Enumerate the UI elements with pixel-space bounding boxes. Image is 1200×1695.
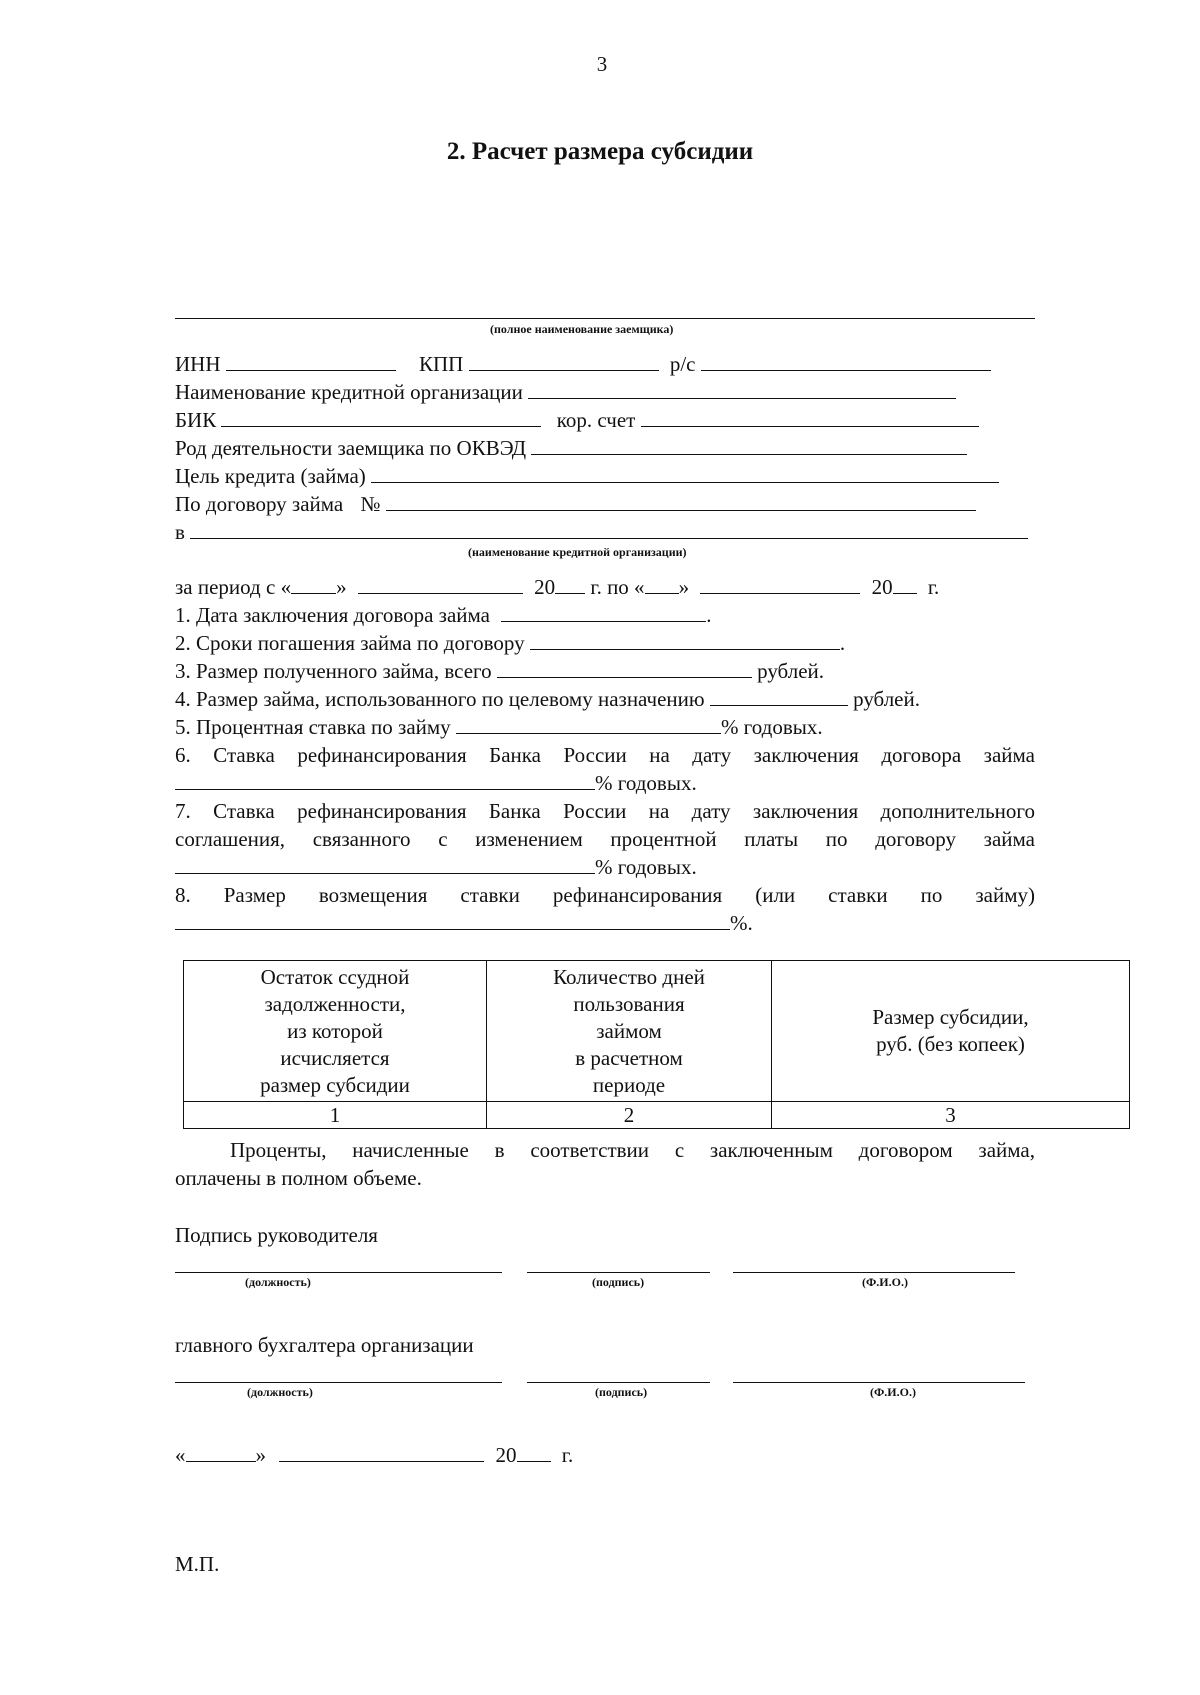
accountant-signature-field[interactable] bbox=[527, 1382, 710, 1383]
contract-row bbox=[175, 492, 976, 517]
table-header-row bbox=[184, 961, 1130, 1102]
head-fio-field[interactable] bbox=[733, 1272, 1015, 1273]
head-position-field[interactable] bbox=[175, 1272, 502, 1273]
item-2-label: 2. Сроки погашения займа по договору bbox=[175, 631, 525, 655]
interest-paid-note-2: оплачены в полном объеме. bbox=[175, 1166, 422, 1190]
bik-field[interactable] bbox=[221, 408, 541, 427]
header-line: в расчетном bbox=[575, 1045, 683, 1070]
head-signature-caption: (подпись) bbox=[592, 1275, 645, 1289]
item-6-field[interactable] bbox=[175, 771, 595, 790]
accountant-fio-caption: (Ф.И.О.) bbox=[870, 1385, 916, 1399]
bank-caption: (наименование кредитной организации) bbox=[468, 545, 687, 559]
item-6-unit: % годовых. bbox=[595, 771, 697, 795]
item-1-field[interactable] bbox=[501, 603, 706, 622]
header-line: Размер субсидии, bbox=[872, 1005, 1029, 1029]
kpp-field[interactable] bbox=[469, 352, 659, 371]
okved-field[interactable] bbox=[531, 436, 967, 455]
accountant-signature-label: главного бухгалтера организации bbox=[175, 1333, 474, 1357]
goal-label: Цель кредита (займа) bbox=[175, 464, 366, 488]
header-line: Остаток ссудной bbox=[260, 964, 410, 989]
item-4-label: 4. Размер займа, использованного по целевому назначению bbox=[175, 687, 705, 711]
kpp-label: КПП bbox=[419, 352, 464, 376]
header-loan-balance bbox=[184, 961, 487, 1102]
period-from-year-field[interactable] bbox=[555, 575, 585, 594]
head-fio-caption: (Ф.И.О.) bbox=[862, 1275, 908, 1289]
date-day-field[interactable] bbox=[186, 1443, 256, 1462]
stamp-place: М.П. bbox=[175, 1552, 220, 1576]
period-end-label: г. bbox=[927, 575, 940, 599]
header-line: задолженности, bbox=[264, 991, 406, 1016]
item-5-field[interactable] bbox=[456, 715, 721, 734]
page-title: 2. Расчет размера субсидии bbox=[446, 138, 754, 165]
inn-row bbox=[175, 352, 991, 377]
item-2: 2. Сроки погашения займа по договору . bbox=[175, 631, 846, 655]
header-line: пользования bbox=[573, 991, 685, 1016]
period-to-day-field[interactable] bbox=[645, 575, 679, 594]
goal-row bbox=[175, 464, 999, 489]
header-line: исчисляется bbox=[280, 1045, 390, 1070]
item-7-unit: % годовых. bbox=[595, 855, 697, 879]
item-4-unit: рублей. bbox=[853, 687, 920, 711]
period-to-month-field[interactable] bbox=[700, 575, 860, 594]
period-to-close-quote: » bbox=[678, 575, 690, 599]
item-6: 6. Ставка рефинансирования Банка России на дату заключения договора займа bbox=[175, 743, 1035, 767]
bank-field[interactable] bbox=[190, 520, 1028, 539]
item-3-unit: рублей. bbox=[757, 659, 825, 683]
header-subsidy-amount bbox=[772, 961, 1130, 1102]
item-2-field[interactable] bbox=[530, 631, 840, 650]
head-signature-label: Подпись руководителя bbox=[175, 1223, 378, 1247]
item-4 bbox=[175, 687, 920, 712]
item-4-field[interactable] bbox=[710, 687, 848, 706]
header-days bbox=[487, 961, 772, 1102]
date-year-field[interactable] bbox=[517, 1443, 551, 1462]
borrower-name-caption: (полное наименование заемщика) bbox=[490, 322, 674, 336]
date-open-quote: « bbox=[175, 1443, 186, 1467]
item-7-line-b: соглашения, связанного с изменением процентной платы по договору займа bbox=[175, 827, 1035, 851]
borrower-name-field[interactable] bbox=[175, 318, 1035, 319]
rs-label: р/с bbox=[669, 352, 696, 376]
header-line: Количество дней bbox=[553, 964, 705, 989]
period-to-year-prefix: 20 bbox=[871, 575, 893, 599]
date-month-field[interactable] bbox=[279, 1443, 484, 1462]
date-year-suffix: г. bbox=[561, 1443, 574, 1467]
item-7-line-c bbox=[175, 855, 697, 880]
item-3 bbox=[175, 659, 824, 684]
goal-field[interactable] bbox=[371, 464, 999, 483]
item-5-label: 5. Процентная ставка по займу bbox=[175, 715, 451, 739]
accountant-position-field[interactable] bbox=[175, 1382, 502, 1383]
contract-label: По договору займа bbox=[175, 492, 344, 516]
period-close-quote: » bbox=[336, 575, 347, 599]
rs-field[interactable] bbox=[701, 352, 991, 371]
column-number-3: 3 bbox=[772, 1102, 1130, 1129]
period-row bbox=[175, 575, 939, 600]
subsidy-table bbox=[183, 960, 1130, 1129]
item-1-label: 1. Дата заключения договора займа bbox=[175, 603, 490, 627]
period-to-year-field[interactable] bbox=[893, 575, 917, 594]
okved-row bbox=[175, 436, 967, 461]
item-8-field[interactable] bbox=[175, 911, 730, 930]
interest-paid-note: Проценты, начисленные в соответствии с заключенным договором займа, bbox=[230, 1138, 1035, 1162]
period-from-day-field[interactable] bbox=[291, 575, 336, 594]
inn-field[interactable] bbox=[226, 352, 396, 371]
period-from-month-field[interactable] bbox=[358, 575, 523, 594]
item-8-unit: %. bbox=[730, 911, 753, 935]
credit-org-field[interactable] bbox=[528, 380, 956, 399]
column-number-1: 1 bbox=[184, 1102, 487, 1129]
page-number: 3 bbox=[596, 52, 608, 76]
header-line: руб. (без копеек) bbox=[876, 1032, 1025, 1056]
period-to-label: г. по « bbox=[590, 575, 645, 599]
accountant-position-caption: (должность) bbox=[247, 1385, 313, 1399]
in-label: в bbox=[175, 520, 185, 544]
head-position-caption: (должность) bbox=[245, 1275, 311, 1289]
credit-org-row bbox=[175, 380, 956, 405]
kor-field[interactable] bbox=[641, 408, 979, 427]
date-year-prefix: 20 bbox=[495, 1443, 517, 1467]
header-line: размер субсидии bbox=[260, 1072, 410, 1097]
column-number-2: 2 bbox=[487, 1102, 772, 1129]
date-close-quote: » bbox=[255, 1443, 266, 1467]
inn-label: ИНН bbox=[175, 352, 221, 376]
table-number-row bbox=[184, 1102, 1130, 1129]
bik-label: БИК bbox=[175, 408, 217, 432]
item-5-unit: % годовых. bbox=[720, 715, 823, 739]
item-7-line-a: 7. Ставка рефинансирования Банка России на дату заключения дополнительного bbox=[175, 799, 1035, 823]
header-line: займом bbox=[596, 1018, 662, 1043]
contract-no-label: № bbox=[360, 492, 381, 516]
item-6-line bbox=[175, 771, 697, 796]
bank-row bbox=[175, 520, 1028, 545]
bik-row bbox=[175, 408, 979, 433]
head-signature-field[interactable] bbox=[527, 1272, 710, 1273]
period-from-year-prefix: 20 bbox=[534, 575, 556, 599]
item-5 bbox=[175, 715, 823, 740]
header-line: из которой bbox=[287, 1018, 383, 1043]
item-3-label: 3. Размер полученного займа, всего bbox=[175, 659, 492, 683]
credit-org-label: Наименование кредитной организации bbox=[175, 380, 523, 404]
contract-no-field[interactable] bbox=[386, 492, 976, 511]
item-1: 1. Дата заключения договора займа . bbox=[175, 603, 712, 627]
accountant-signature-caption: (подпись) bbox=[595, 1385, 648, 1399]
period-from-label: за период с « bbox=[175, 575, 292, 599]
item-8-line bbox=[175, 911, 753, 936]
item-8: 8. Размер возмещения ставки рефинансирования (или ставки по займу) bbox=[175, 883, 1035, 907]
item-7-field[interactable] bbox=[175, 855, 595, 874]
date-row bbox=[175, 1443, 573, 1468]
header-line: периоде bbox=[592, 1072, 666, 1097]
okved-label: Род деятельности заемщика по ОКВЭД bbox=[175, 436, 527, 460]
accountant-fio-field[interactable] bbox=[733, 1382, 1025, 1383]
kor-label: кор. счет bbox=[556, 408, 636, 432]
item-3-field[interactable] bbox=[497, 659, 752, 678]
